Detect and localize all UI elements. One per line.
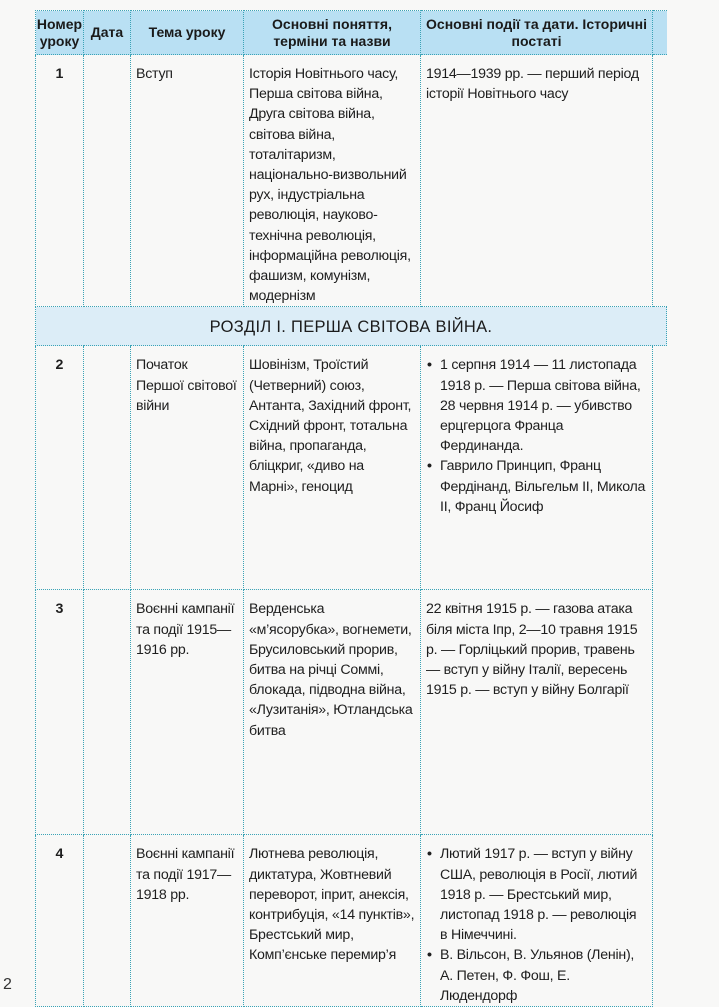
lesson-number: 4 xyxy=(55,846,64,863)
lesson-concepts: Лютнева революція, диктатура, Жовтневий переворот, іприт, анексія, контрибуція, «14 пунктів», Брестський мир, Комп’єнське перемир’я xyxy=(249,846,415,964)
lesson-topic: Воєнні кампанії та події 1917—1918 рр. xyxy=(136,846,235,903)
lesson-topic: Початок Першої світової війни xyxy=(136,357,237,414)
extra-column-cell xyxy=(653,590,667,835)
table-row xyxy=(36,346,667,590)
header-topic: Тема уроку xyxy=(131,11,244,55)
event-bullet: • 1 серпня 1914 — 11 листопада 1918 р. — Перша світова війна, 28 червня 1914 р. — убивство ерцгерцога Франца Фердинанда. xyxy=(426,355,647,456)
extra-column-cell xyxy=(653,835,667,1007)
lesson-number: 1 xyxy=(55,66,64,82)
lesson-plan-table xyxy=(35,10,667,1007)
lesson-topic: Вступ xyxy=(136,66,173,82)
date-cell xyxy=(84,590,131,835)
extra-column-cell xyxy=(653,346,667,590)
lesson-concepts: Шовінізм, Троїстий (Четверний) союз, Антанта, Західний фронт, Східний фронт, тотальна війна, пропаганда, бліцкриг, «диво на Марні», геноцид xyxy=(249,357,412,495)
table-row xyxy=(36,55,667,307)
table-header-row xyxy=(36,11,667,55)
date-cell xyxy=(84,55,131,307)
date-cell xyxy=(84,835,131,1007)
header-events: Основні події та дати. Історичні постаті xyxy=(421,11,653,55)
event-bullet: • Лютий 1917 р. — вступ у війну США, революція в Росії, лютий 1918 р. — Брестський мир, листопад 1918 р. — революція в Німеччині. xyxy=(426,844,647,945)
lesson-topic: Воєнні кампанії та події 1915—1916 рр. xyxy=(136,601,235,658)
header-date: Дата xyxy=(84,11,131,55)
extra-column-cell xyxy=(653,55,667,307)
table-row xyxy=(36,835,667,1007)
header-concepts: Основні поняття, терміни та назви xyxy=(244,11,421,55)
section-title: РОЗДІЛ І. ПЕРША СВІТОВА ВІЙНА. xyxy=(209,318,493,337)
section-row xyxy=(36,307,667,346)
event-bullet: • В. Вільсон, В. Ульянов (Ленін), А. Петен, Ф. Фош, Е. Людендорф xyxy=(426,945,647,1006)
page-number: 2 xyxy=(3,976,12,993)
lesson-concepts: Історія Новітнього часу, Перша світова війна, Друга світова війна, світова війна, тоталітаризм, національно-визвольний рух, індустріальна революція, науково-технічна революція, інформаційна революція, фашизм, комунізм, модернізм xyxy=(249,66,411,305)
lesson-number: 3 xyxy=(55,601,64,618)
lesson-events xyxy=(421,835,652,1006)
lesson-number: 2 xyxy=(55,357,64,374)
lesson-events xyxy=(421,346,652,517)
lesson-concepts: Верденська «м’ясорубка», вогнемети, Брусиловський прорив, битва на річці Соммі, блокада, підводна війна, «Лузитанія», Ютландська битва xyxy=(249,601,413,739)
header-extra-column xyxy=(653,11,667,55)
header-lesson-number: Номер уроку xyxy=(36,11,84,55)
table-row xyxy=(36,590,667,835)
lesson-events: 22 квітня 1915 р. — газова атака біля міста Іпр, 2—10 травня 1915 р. — Горліцький прорив, травень — вступ у війну Італії, вересень 1915 р. — вступ у війну Болгарії xyxy=(426,601,638,699)
date-cell xyxy=(84,346,131,590)
lesson-events: 1914—1939 рр. — перший період історії Новітнього часу xyxy=(426,66,639,103)
event-bullet: • Гаврило Принцип, Франц Фердінанд, Вільгельм II, Микола II, Франц Йосиф xyxy=(426,456,647,517)
